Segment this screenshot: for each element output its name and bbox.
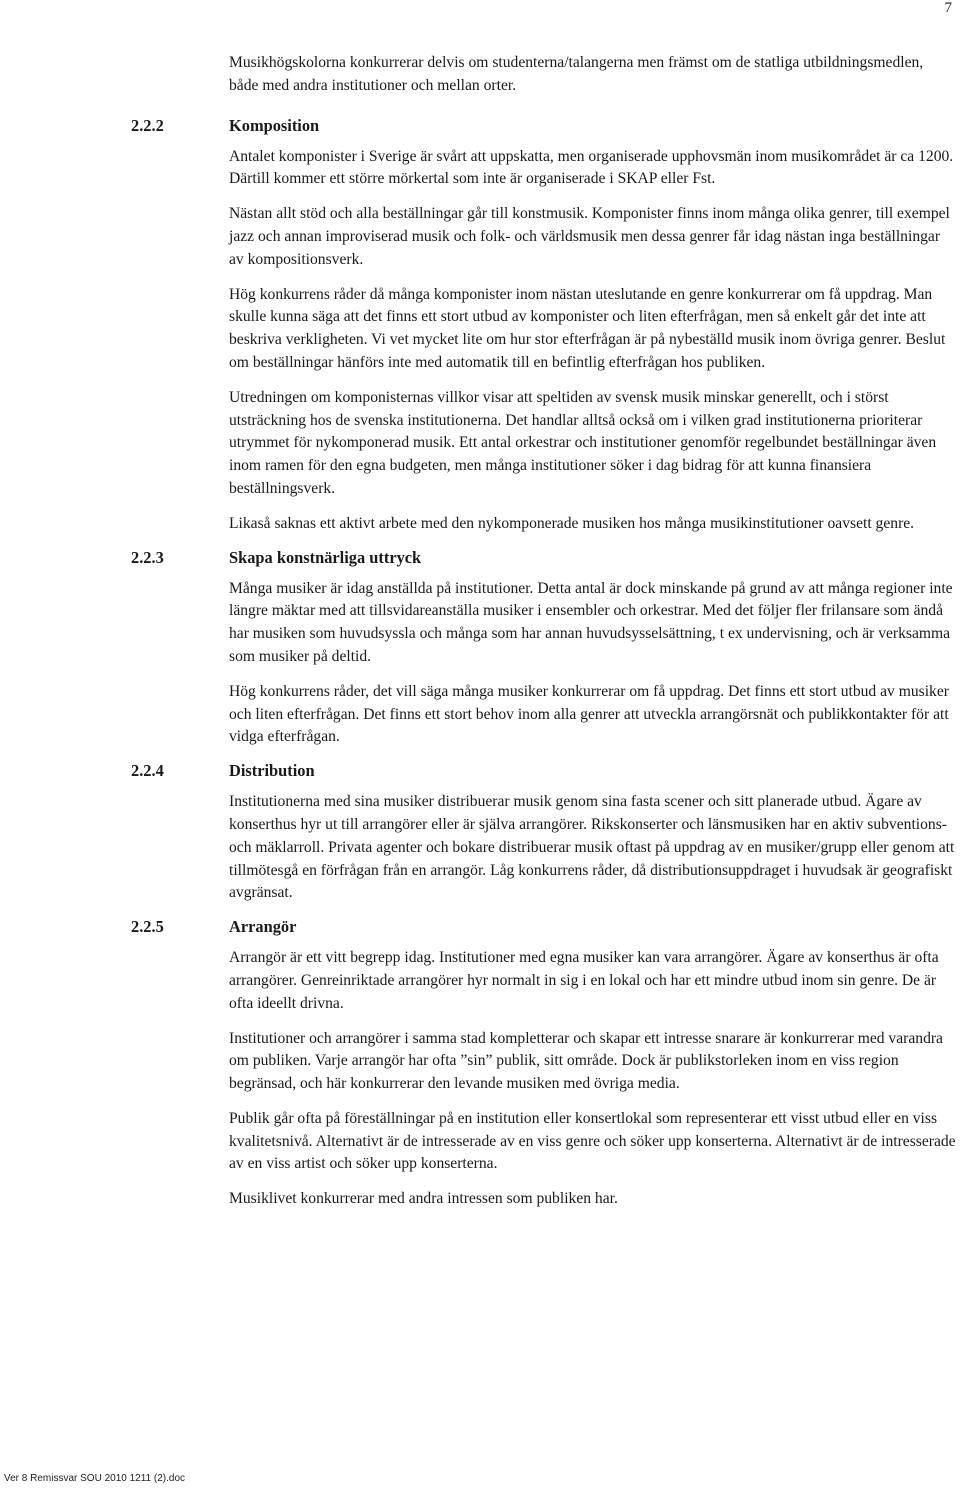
section-heading-distribution: [0, 761, 960, 781]
document-footer: Ver 8 Remissvar SOU 2010 1211 (2).doc: [4, 1473, 186, 1484]
section-heading-komposition: [0, 116, 960, 136]
section-title: Komposition: [229, 115, 320, 135]
paragraph: Likaså saknas ett aktivt arbete med den nykomponerade musiken hos många musikinstitutioner oavsett genre.: [229, 514, 915, 532]
section-title: Distribution: [229, 761, 315, 781]
paragraph: Institutionerna med sina musiker distribuerar musik genom sina fasta scener och sitt planerade utbud. Ägare av konserthus hyr ut till arrangörer eller är själva arrangörer. Rikskonserter och länsmusiken har en aktiv subventions- och mäklarroll. Privata agenter och bokare distribuerar musik oftast på uppdrag av en musiker/grupp eller genom att tillmötesgå en förfrågan från en arrangör. Låg konkurrens råder, då distributionsuppdraget i huvudsak är geografiskt avgränsat.: [229, 793, 955, 902]
paragraph: Antalet komponister i Sverige är svårt att uppskatta, men organiserade upphovsmän inom musikområdet är ca 1200. Därtill kommer ett större mörkertal som inte är organiserade i SKAP eller Fst.: [229, 147, 954, 188]
paragraph: Arrangör är ett vitt begrepp idag. Institutioner med egna musiker kan vara arrangörer. Ägare av konserthus är ofta arrangörer. Genreinriktade arrangörer hyr normalt in sig i en lokal och har ett mindre utbud inom sin genre. De är ofta ideellt drivna.: [229, 949, 939, 1012]
paragraph: Utredningen om komponisternas villkor visar att speltiden av svensk musik minskar generellt, och i störst utsträckning hos de svenska institutionerna. Det handlar alltså också om i vilken grad institutionerna prioriterar utrymmet för nykomponerad musik. Ett antal orkestrar och institutioner genomför regelbundet beställningar även inom ramen för den egna budgeten, men många institutioner söker i dag bidrag för att kunna finansiera beställningsverk.: [229, 388, 937, 497]
section-body-skapa-konstnarliga-uttryck: [229, 578, 956, 750]
paragraph: Många musiker är idag anställda på institutioner. Detta antal är dock minskande på grund av att många regioner inte längre mäktar med att tillsvidareanställa musiker i ensembler och orkestrar. Med det följer fler frilansare som ändå har musiken som huvudsyssla och många som har annan huvudsysselsättning, t ex undervisning, och är verksamma som musiker på deltid.: [229, 579, 953, 665]
paragraph: Hög konkurrens råder då många komponister inom nästan uteslutande en genre konkurrerar om få uppdrag. Man skulle kunna säga att det finns ett stort utbud av komponister och liten efterfrågan, men så enkelt går det inte att beskriva verkligheten. Vi vet mycket lite om hur stor efterfrågan är på nybeställd musik inom övriga genrer. Beslut om beställningar hänförs inte med automatik till en befintlig efterfrågan hos publiken.: [229, 285, 946, 371]
paragraph: Institutioner och arrangörer i samma stad kompletterar och skapar ett intresse snarare är konkurrerar med varandra om publiken. Varje arrangör har ofta ”sin” publik, sitt område. Dock är publikstorleken inom en viss region begränsad, och här konkurrerar den levande musiken med övriga media.: [229, 1029, 943, 1093]
intro-paragraph: Musikhögskolorna konkurrerar delvis om studenterna/talangerna men främst om de statliga utbildningsmedlen, både med andra institutioner och mellan orter.: [229, 54, 924, 94]
section-title: Skapa konstnärliga uttryck: [229, 547, 422, 567]
section-title: Arrangör: [229, 917, 297, 937]
section-number: 2.2.3: [131, 547, 164, 567]
paragraph: Hög konkurrens råder, det vill säga många musiker konkurrerar om få uppdrag. Det finns ett stort utbud av musiker och liten efterfrågan. Det finns ett stort behov inom alla genrer att utveckla arrangörsnät och publikkontakter för att vidga efterfrågan.: [229, 682, 949, 746]
section-heading-arrangor: [0, 917, 960, 937]
section-number: 2.2.4: [131, 761, 164, 781]
section-body-distribution: [229, 791, 956, 905]
section-number: 2.2.2: [131, 115, 164, 135]
section-number: 2.2.5: [131, 917, 164, 937]
section-heading-skapa-konstnarliga-uttryck: [0, 548, 960, 568]
section-body-komposition: [229, 146, 956, 536]
section-body-arrangor: [229, 947, 956, 1211]
paragraph: Publik går ofta på föreställningar på en institution eller konsertlokal som representerar ett visst utbud eller en viss kvalitetsnivå. Alternativt är de intresserade av en viss genre och söker upp konserterna. Alternativt är de intresserade av en viss artist och söker upp konserterna.: [229, 1109, 956, 1173]
paragraph: Musiklivet konkurrerar med andra intressen som publiken har.: [229, 1190, 618, 1208]
paragraph: Nästan allt stöd och alla beställningar går till konstmusik. Komponister finns inom många olika genrer, till exempel jazz och annan improviserad musik och folk- och världsmusik men dessa genrer får idag nästan inga beställningar av kompositionsverk.: [229, 205, 950, 268]
document-body: [0, 52, 960, 1223]
page-number: 7: [944, 0, 952, 16]
